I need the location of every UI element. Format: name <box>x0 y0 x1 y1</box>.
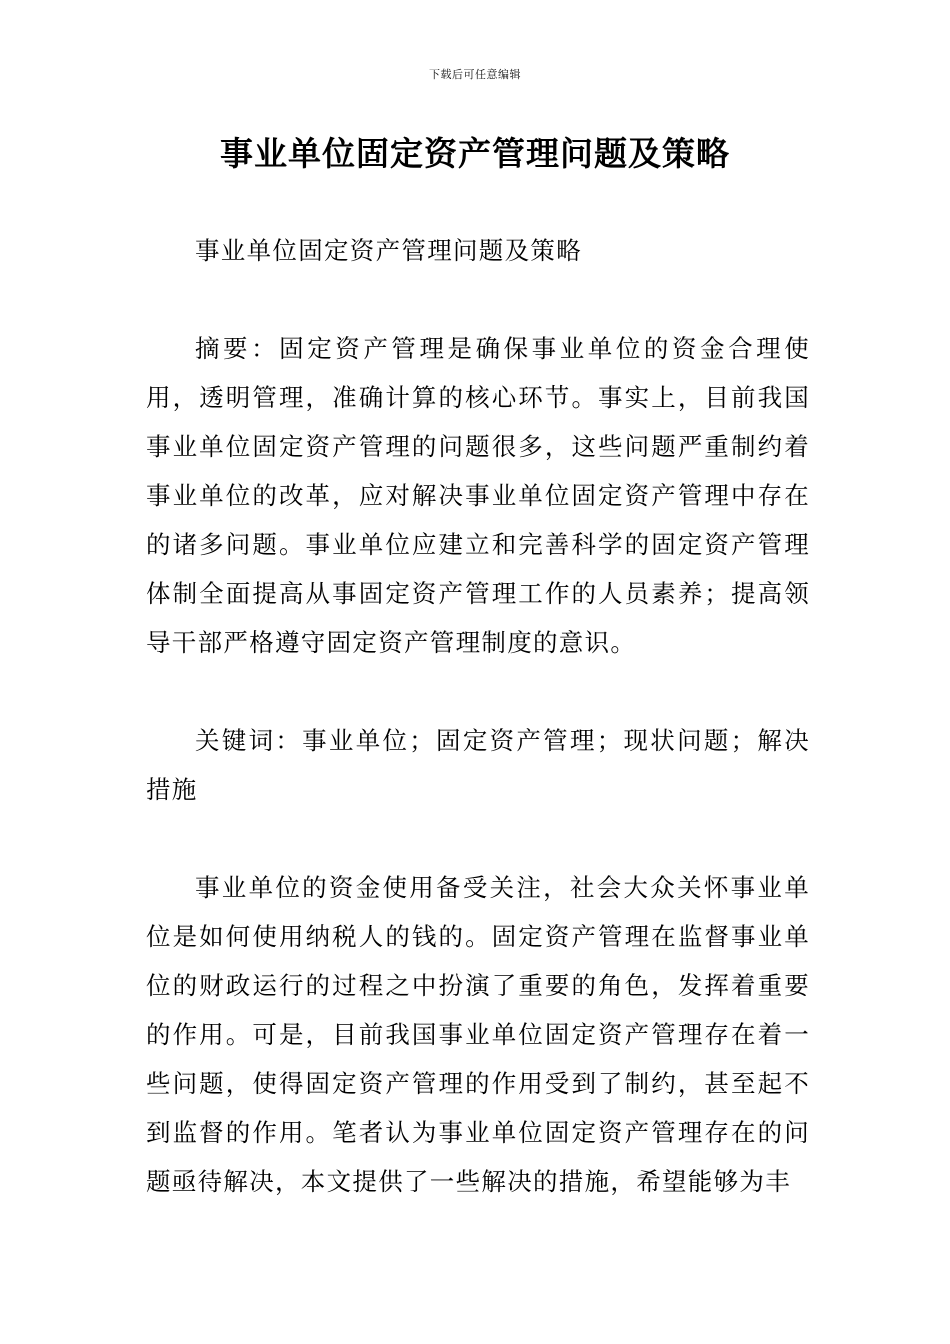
abstract-paragraph: 摘要：固定资产管理是确保事业单位的资金合理使用，透明管理，准确计算的核心环节。事实上，目前我国事业单位固定资产管理的问题很多，这些问题严重制约着事业单位的改革，应对解决事业单位固定资产管理中存在的诸多问题。事业单位应建立和完善科学的固定资产管理体制全面提高从事固定资产管理工作的人员素养；提高领导干部严格遵守固定资产管理制度的意识。 <box>146 334 810 657</box>
subtitle-paragraph: 事业单位固定资产管理问题及策略 <box>195 236 582 265</box>
paragraph-gap <box>146 814 810 863</box>
paragraph-gap <box>146 275 810 324</box>
document-title: 事业单位固定资产管理问题及策略 <box>220 134 730 173</box>
intro-paragraph: 事业单位的资金使用备受关注，社会大众关怀事业单位是如何使用纳税人的钱的。固定资产管理在监督事业单位的财政运行的过程之中扮演了重要的角色，发挥着重要的作用。可是，目前我国事业单位固定资产管理存在着一些问题，使得固定资产管理的作用受到了制约，甚至起不到监督的作用。笔者认为事业单位固定资产管理存在的问题亟待解决，本文提供了一些解决的措施，希望能够为丰 <box>146 873 810 1196</box>
paragraph-gap <box>146 667 810 716</box>
document-body <box>146 226 810 1206</box>
keywords-paragraph: 关键词：事业单位；固定资产管理；现状问题；解决措施 <box>146 726 810 804</box>
header-note: 下载后可任意编辑 <box>429 68 521 81</box>
